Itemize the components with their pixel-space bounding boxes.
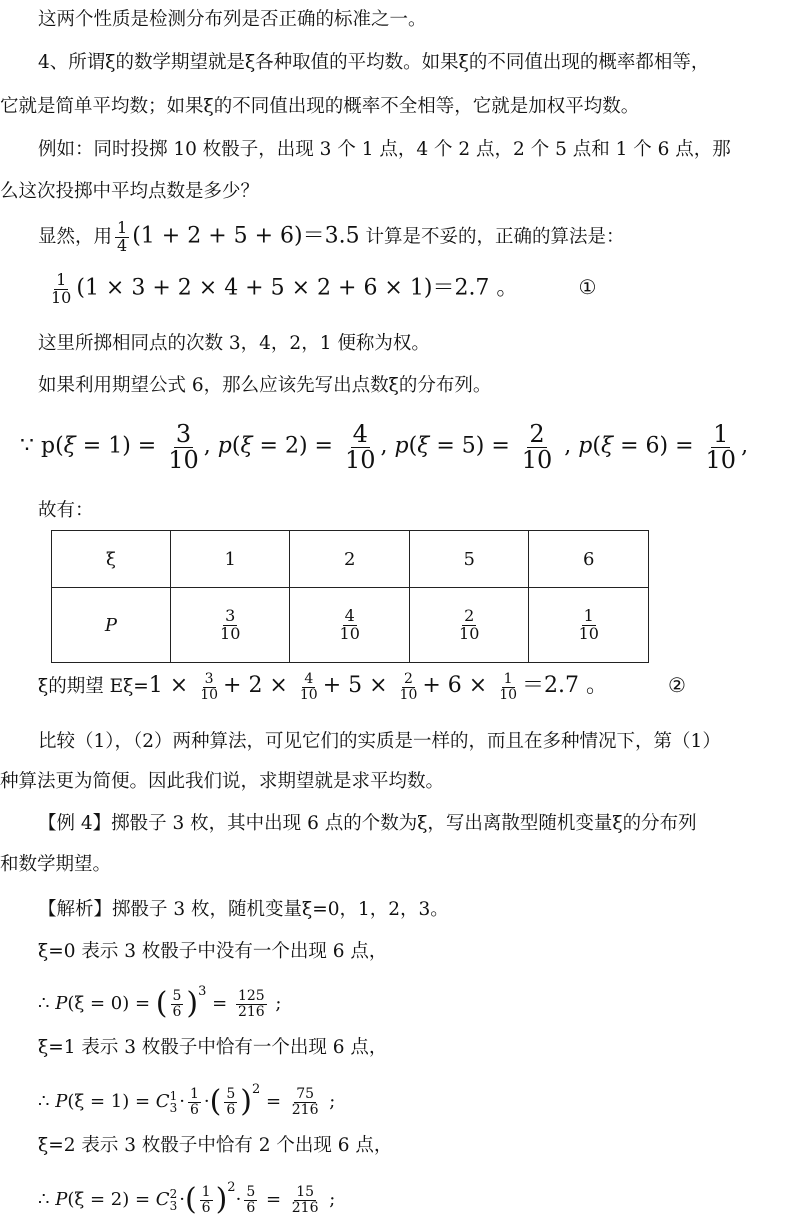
distribution-table bbox=[51, 530, 649, 663]
formula-line: ∵ p(ξ = 1) = $\frac{3}{10}$ , p(ξ = 2) = $\frac{4}{10}$ , p(ξ = 5) = $\frac{2}{10}$ , p(ξ = 6) = $\frac{1}{10}$ , bbox=[20, 420, 749, 475]
text-line: 【例 4】掷骰子 3 枚，其中出现 6 点的个数为ξ，写出离散型随机变量ξ的分布列 bbox=[38, 813, 697, 834]
text-line: 故有： bbox=[38, 500, 94, 521]
table-row-label: P bbox=[52, 588, 171, 663]
text-line: 【解析】掷骰子 3 枚，随机变量ξ=0，1，2，3。 bbox=[38, 899, 449, 920]
text-line: 么这次投掷中平均点数是多少？ bbox=[0, 181, 260, 202]
text-line: 这两个性质是检测分布列是否正确的标准之一。 bbox=[38, 9, 427, 30]
text-line: ξ=1 表示 3 枚骰子中恰有一个出现 6 点， bbox=[38, 1037, 388, 1058]
text-line: 例如：同时投掷 10 枚骰子，出现 3 个 1 点，4 个 2 点，2 个 5 点和 1 个 6 点，那 bbox=[38, 139, 731, 160]
text-line: 比较（1），（2）两种算法，可见它们的实质是一样的，而且在多种情况下，第（1） bbox=[38, 731, 721, 752]
table-header-cell: 1 bbox=[170, 531, 290, 588]
table-header-cell: 6 bbox=[529, 531, 649, 588]
formula-line: $\frac{1}{10}$ (1 × 3 + 2 × 4 + 5 × 2 + 6 × 1)＝2.7 。 ① bbox=[51, 270, 597, 307]
text-line: ξ=0 表示 3 枚骰子中没有一个出现 6 点， bbox=[38, 941, 388, 962]
table-cell: $\frac{3}{10}$ bbox=[170, 588, 290, 663]
table-header-cell: 2 bbox=[290, 531, 410, 588]
text-line: 和数学期望。 bbox=[0, 854, 112, 875]
formula-line: ξ的期望 Eξ=1 × $\frac{3}{10}$ + 2 × $\frac{4}{10}$ + 5 × $\frac{2}{10}$ + 6 × $\frac{1}{10}$ ＝2.7 。 ② bbox=[38, 671, 686, 703]
formula-line: ∴ P(ξ = 0) = ( $\frac{5}{6}$ )$^3$ = $\frac{125}{216}$ ; bbox=[38, 984, 282, 1021]
table-cell: $\frac{4}{10}$ bbox=[290, 588, 410, 663]
formula-line: ∴ P(ξ = 1) = C 1 3 · $\frac{1}{6}$ ·( $\frac{5}{6}$ )$^2$ = $\frac{75}{216}$ ; bbox=[38, 1082, 336, 1119]
text-line: 它就是简单平均数；如果ξ的不同值出现的概率不全相等，它就是加权平均数。 bbox=[0, 96, 640, 117]
text-line: 如果利用期望公式 6，那么应该先写出点数ξ的分布列。 bbox=[38, 375, 492, 396]
text-line: ξ=2 表示 3 枚骰子中恰有 2 个出现 6 点， bbox=[38, 1135, 393, 1156]
text-line: 4、所谓ξ的数学期望就是ξ各种取值的平均数。如果ξ的不同值出现的概率都相等， bbox=[38, 52, 710, 73]
table-header-cell: 5 bbox=[409, 531, 529, 588]
formula-line: 显然，用 $\frac{1}{4}$ (1 + 2 + 5 + 6)＝3.5 计算是不妥的，正确的算法是： bbox=[38, 218, 625, 255]
table-cell: $\frac{1}{10}$ bbox=[529, 588, 649, 663]
text-line: 这里所掷相同点的次数 3，4，2，1 便称为权。 bbox=[38, 333, 430, 354]
formula-line: ∴ P(ξ = 2) = C 2 3 ·( $\frac{1}{6}$ )$^2$· $\frac{5}{6}$ = $\frac{15}{216}$ ; bbox=[38, 1180, 336, 1217]
table-cell: $\frac{2}{10}$ bbox=[409, 588, 529, 663]
text-line: 种算法更为简便。因此我们说，求期望就是求平均数。 bbox=[0, 771, 445, 792]
table-header-cell: ξ bbox=[52, 531, 171, 588]
